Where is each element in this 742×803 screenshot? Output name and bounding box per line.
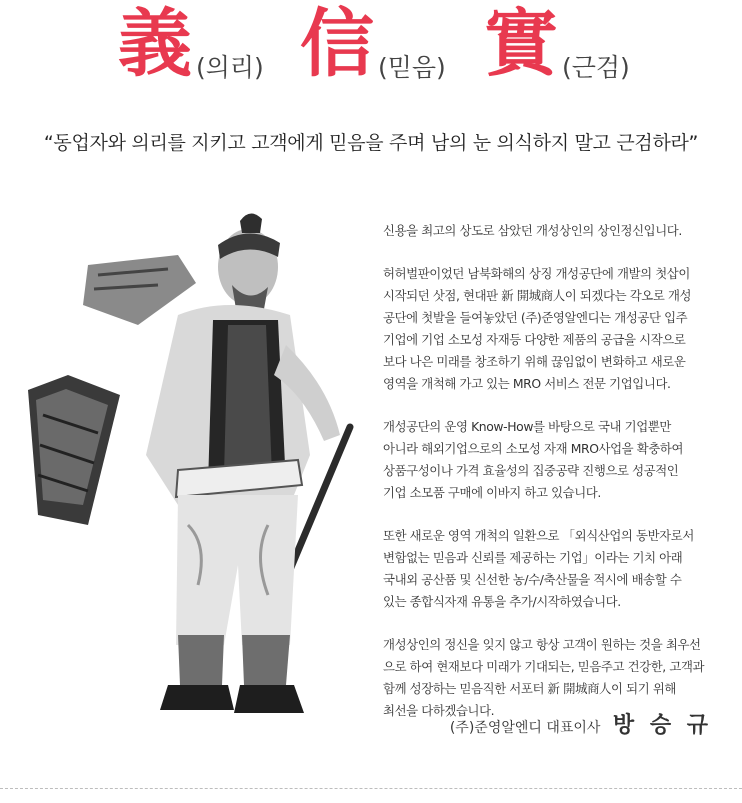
text-line: 공단에 첫발을 들여놓았던 (주)준영알엔디는 개성공단 입주 — [383, 310, 688, 325]
signature-name: 방 승 규 — [612, 713, 712, 738]
hanja-trust: 信 — [300, 1, 374, 87]
paragraph-1 — [383, 220, 728, 242]
motto: “동업자와 의리를 지키고 고객에게 믿음을 주며 남의 눈 의식하지 말고 근검하라” — [43, 132, 699, 154]
text-line: 신용을 최고의 상도로 삼았던 개성상인의 상인정신입니다. — [383, 223, 682, 238]
hanja-righteousness: 義 — [118, 1, 192, 87]
text-line: 국내외 공산품 및 신선한 농/수/축산물을 적시에 배송할 수 — [383, 572, 682, 587]
text-line: 개성공단의 운영 Know-How를 바탕으로 국내 기업뿐만 — [383, 419, 671, 434]
header — [0, 0, 742, 100]
body-text — [383, 220, 728, 743]
text-line: 개성상인의 정신을 잊지 않고 항상 고객이 원하는 것을 최우선 — [383, 637, 701, 652]
signature-title: (주)준영알엔디 대표이사 — [449, 720, 601, 736]
text-line: 영역을 개척해 가고 있는 MRO 서비스 전문 기업입니다. — [383, 376, 671, 391]
text-line: 최선을 다하겠습니다. — [383, 703, 495, 718]
reading-thrift: (근검) — [562, 53, 630, 82]
reading-trust: (믿음) — [378, 53, 446, 82]
hanja-thrift: 實 — [484, 1, 558, 87]
text-line: 상품구성이나 가격 효율성의 집중공략 진행으로 성공적인 — [383, 463, 679, 478]
text-line: 으로 하여 현재보다 미래가 기대되는, 믿음주고 건강한, 고객과 — [383, 659, 705, 674]
reading-righteousness: (의리) — [196, 53, 264, 82]
text-line: 시작되던 삿점, 현대판 新 開城商人이 되겠다는 각오로 개성 — [383, 288, 692, 303]
text-line: 보다 나은 미래를 창조하기 위해 끊임없이 변화하고 새로운 — [383, 354, 686, 369]
signature — [450, 708, 712, 739]
paragraph-3 — [383, 416, 728, 504]
merchant-illustration — [28, 205, 368, 750]
divider — [0, 788, 742, 789]
text-line: 기업에 기업 소모성 자재등 다양한 제품의 공급을 시작으로 — [383, 332, 686, 347]
text-line: 허허벌판이었던 남북화해의 상징 개성공단에 개발의 첫삽이 — [383, 266, 690, 281]
text-line: 함께 성장하는 믿음직한 서포터 新 開城商人이 되기 위해 — [383, 681, 676, 696]
text-line: 아니라 해외기업으로의 소모성 자재 MRO사업을 확충하여 — [383, 441, 684, 456]
text-line: 있는 종합식자재 유통을 추가/시작하였습니다. — [383, 594, 621, 609]
text-line: 변함없는 믿음과 신뢰를 제공하는 기업」이라는 기치 아래 — [383, 550, 683, 565]
text-line: 기업 소모품 구매에 이바지 하고 있습니다. — [383, 485, 601, 500]
paragraph-2 — [383, 263, 728, 395]
text-line: 또한 새로운 영역 개척의 일환으로 「외식산업의 동반자로서 — [383, 528, 694, 543]
paragraph-4 — [383, 525, 728, 613]
